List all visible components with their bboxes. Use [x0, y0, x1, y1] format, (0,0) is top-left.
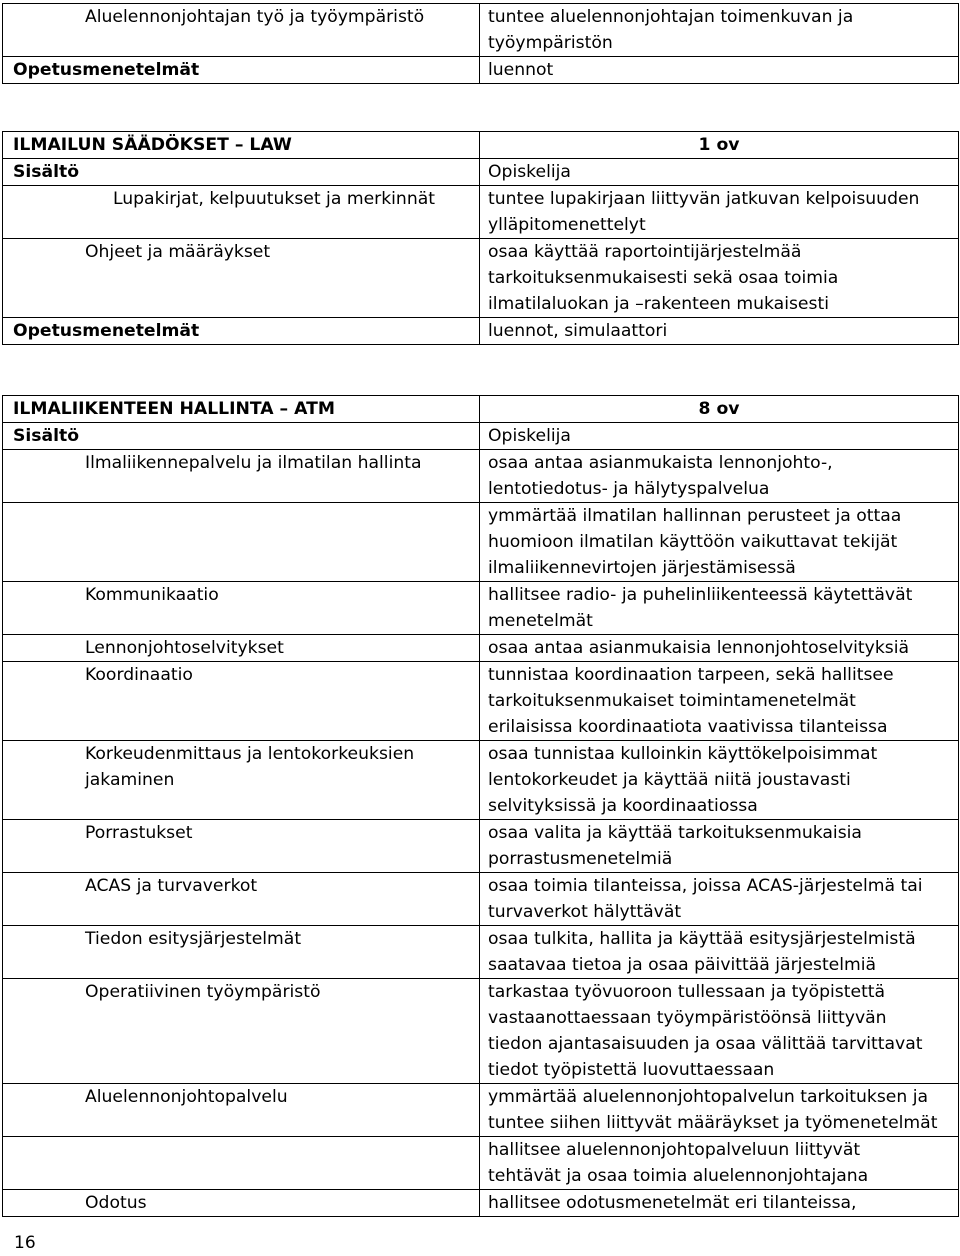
- outcome-line: hallitsee radio- ja puhelinliikenteessä käytettävät: [488, 585, 913, 605]
- content-item: Aluelennonjohtajan työ ja työympäristö: [85, 7, 425, 27]
- content-item: jakaminen: [85, 770, 175, 790]
- table-row: [3, 820, 959, 873]
- table-row: [3, 926, 959, 979]
- methods-label: Opetusmenetelmät: [13, 60, 200, 80]
- table-row: [3, 159, 959, 186]
- outcome-line: työympäristön: [488, 33, 613, 53]
- curriculum-table-law: [2, 131, 959, 345]
- outcome-line: vastaanottaessaan työympäristöönsä liittyvän: [488, 1008, 887, 1028]
- outcome-line: turvaverkot hälyttävät: [488, 902, 682, 922]
- outcome-line: tarkastaa työvuoroon tullessaan ja työpistettä: [488, 982, 886, 1002]
- content-item: Odotus: [85, 1193, 147, 1213]
- outcome-line: menetelmät: [488, 611, 593, 631]
- outcome-line: tuntee aluelennonjohtajan toimenkuvan ja: [488, 7, 854, 27]
- outcome-line: lentotiedotus- ja hälytyspalvelua: [488, 479, 770, 499]
- content-item: Koordinaatio: [85, 665, 193, 685]
- outcome-line: osaa toimia tilanteissa, joissa ACAS-järjestelmä tai: [488, 876, 923, 896]
- outcome-line: tuntee siihen liittyvät määräykset ja työmenetelmät: [488, 1113, 938, 1133]
- curriculum-table-atm: [2, 395, 959, 1217]
- table-row: [3, 582, 959, 635]
- outcome-line: tuntee lupakirjaan liittyvän jatkuvan kelpoisuuden: [488, 189, 920, 209]
- content-item: Kommunikaatio: [85, 585, 219, 605]
- content-item: Aluelennonjohtopalvelu: [85, 1087, 288, 1107]
- outcome-line: ilmaliikennevirtojen järjestämisessä: [488, 558, 796, 578]
- section-title: ILMAILUN SÄÄDÖKSET – LAW: [13, 135, 292, 155]
- table-row: [3, 132, 959, 159]
- outcome-line: hallitsee odotusmenetelmät eri tilanteissa,: [488, 1193, 857, 1213]
- outcome-line: tunnistaa koordinaation tarpeen, sekä hallitsee: [488, 665, 894, 685]
- table-row: [3, 4, 959, 57]
- table-row: [3, 57, 959, 84]
- outcome-line: tehtävät ja osaa toimia aluelennonjohtajana: [488, 1166, 869, 1186]
- outcome-line: ymmärtää ilmatilan hallinnan perusteet ja ottaa: [488, 506, 902, 526]
- outcome-line: tarkoituksenmukaisesti sekä osaa toimia: [488, 268, 839, 288]
- outcome-line: osaa valita ja käyttää tarkoituksenmukaisia: [488, 823, 862, 843]
- outcome-line: ylläpitomenettelyt: [488, 215, 646, 235]
- outcome-line: saatavaa tietoa ja osaa päivittää järjestelmiä: [488, 955, 877, 975]
- content-label: Sisältö: [13, 162, 80, 182]
- content-item: Porrastukset: [85, 823, 193, 843]
- outcome-line: huomioon ilmatilan käyttöön vaikuttavat tekijät: [488, 532, 898, 552]
- table-row: [3, 318, 959, 345]
- outcome-line: tiedon ajantasaisuuden ja osaa välittää tarvittavat: [488, 1034, 923, 1054]
- credits: 8 ov: [698, 399, 740, 419]
- table-row: [3, 1084, 959, 1137]
- content-item: ACAS ja turvaverkot: [85, 876, 258, 896]
- outcome-line: selvityksissä ja koordinaatiossa: [488, 796, 758, 816]
- content-item: Ohjeet ja määräykset: [85, 242, 271, 262]
- outcome-line: osaa antaa asianmukaista lennonjohto-,: [488, 453, 833, 473]
- table-row: [3, 741, 959, 820]
- content-item: Lennonjohtoselvitykset: [85, 638, 284, 658]
- outcome-line: lentokorkeudet ja käyttää niitä joustavasti: [488, 770, 851, 790]
- table-row: [3, 423, 959, 450]
- outcome-line: tiedot työpistettä luovuttaessaan: [488, 1060, 775, 1080]
- outcome-line: erilaisissa koordinaatiota vaativissa tilanteissa: [488, 717, 888, 737]
- student-label: Opiskelija: [488, 426, 571, 446]
- section-title: ILMALIIKENTEEN HALLINTA – ATM: [13, 399, 335, 419]
- content-item: Ilmaliikennepalvelu ja ilmatilan hallinta: [85, 453, 422, 473]
- table-row: [3, 186, 959, 239]
- table-row: [3, 635, 959, 662]
- outcome-line: osaa käyttää raportointijärjestelmää: [488, 242, 802, 262]
- outcome-line: ilmatilaluokan ja –rakenteen mukaisesti: [488, 294, 829, 314]
- content-label: Sisältö: [13, 426, 80, 446]
- outcome-line: hallitsee aluelennonjohtopalveluun liittyvät: [488, 1140, 861, 1160]
- page-number: 16: [14, 1233, 36, 1253]
- table-row: [3, 450, 959, 503]
- table-row: [3, 873, 959, 926]
- table-row: [3, 1190, 959, 1217]
- table-row: [3, 979, 959, 1084]
- outcome-line: porrastusmenetelmiä: [488, 849, 673, 869]
- outcome-line: tarkoituksenmukaiset toimintamenetelmät: [488, 691, 856, 711]
- table-row: [3, 239, 959, 318]
- table-row: [3, 1137, 959, 1190]
- table-row: [3, 662, 959, 741]
- student-label: Opiskelija: [488, 162, 571, 182]
- methods-label: Opetusmenetelmät: [13, 321, 200, 341]
- outcome-line: osaa tunnistaa kulloinkin käyttökelpoisimmat: [488, 744, 878, 764]
- table-row: [3, 503, 959, 582]
- curriculum-table-top: [2, 3, 959, 84]
- outcome-line: osaa antaa asianmukaisia lennonjohtoselvityksiä: [488, 638, 910, 658]
- table-row: [3, 396, 959, 423]
- content-item: Korkeudenmittaus ja lentokorkeuksien: [85, 744, 415, 764]
- content-item: Lupakirjat, kelpuutukset ja merkinnät: [112, 189, 435, 209]
- credits: 1 ov: [698, 135, 740, 155]
- outcome-line: osaa tulkita, hallita ja käyttää esitysjärjestelmistä: [488, 929, 916, 949]
- content-item: Operatiivinen työympäristö: [85, 982, 321, 1002]
- methods-value: luennot: [488, 60, 554, 80]
- content-item: Tiedon esitysjärjestelmät: [85, 929, 302, 949]
- methods-value: luennot, simulaattori: [488, 321, 668, 341]
- outcome-line: ymmärtää aluelennonjohtopalvelun tarkoituksen ja: [488, 1087, 929, 1107]
